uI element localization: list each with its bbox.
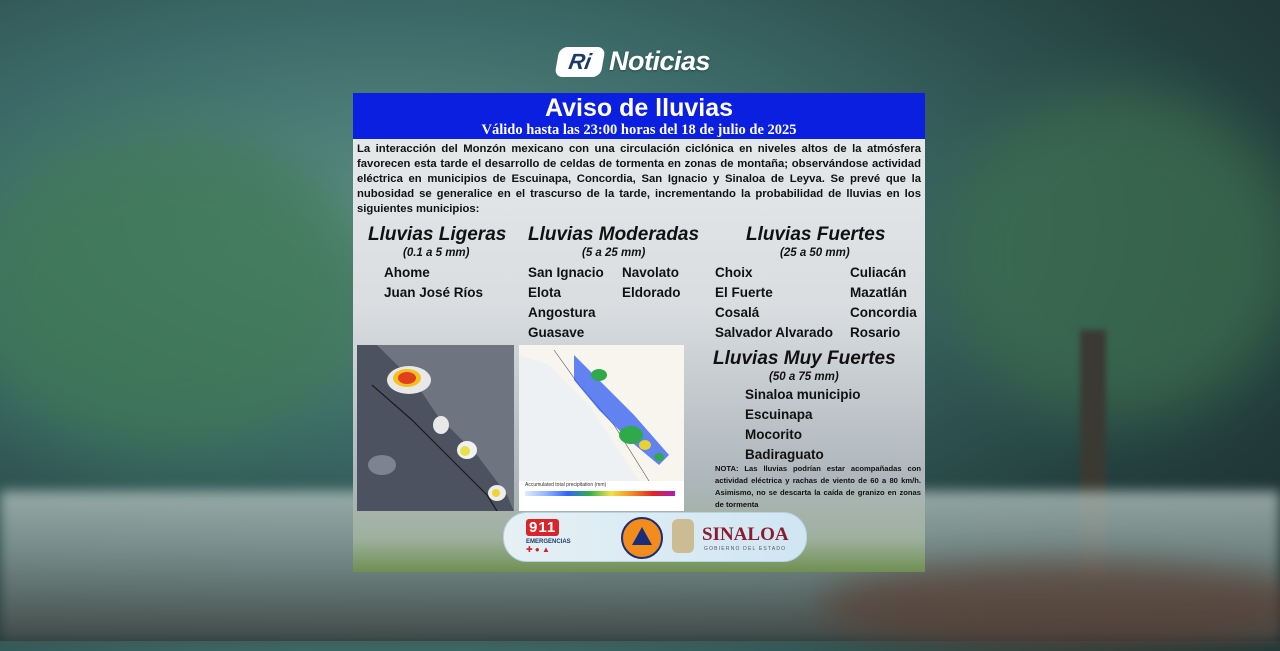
category-muy-fuertes-range: (50 a 75 mm) [769,371,839,383]
precipitation-legend-title: Accumulated total precipitation (mm) [525,482,607,488]
emergency-icons: ✚ ● ▲ [526,545,550,554]
municipio-item: Angostura [528,305,596,320]
category-moderadas-title: Lluvias Moderadas [528,224,700,245]
emergency-911-logo [526,519,574,555]
precipitation-legend [519,481,684,511]
civil-protection-icon [621,517,663,559]
civil-protection-triangle-icon [632,527,652,545]
municipio-item: Elota [528,285,562,300]
municipio-item: Sinaloa municipio [745,387,861,402]
municipio-item: Guasave [528,325,585,340]
alert-title: Aviso de lluvias [544,94,734,122]
municipio-item: Eldorado [622,285,681,300]
municipio-item: El Fuerte [715,285,773,300]
state-subtitle: GOBIERNO DEL ESTADO [704,546,787,552]
municipio-item: Escuinapa [745,407,813,422]
satellite-map [357,345,514,511]
municipio-item: Concordia [850,305,917,320]
agencies-banner [503,512,807,562]
background-foliage-right [940,90,1280,420]
alert-validity: Válido hasta las 23:00 horas del 18 de julio de 2025 [481,122,797,138]
municipio-item: Culiacán [850,265,907,280]
state-name: SINALOA [702,524,789,545]
alert-intro: La interacción del Monzón mexicano con una circulación ciclónica en niveles altos de la atmósfera favorecen esta tarde el desarrollo de celdas de tormenta en zonas de montaña; observándose actividad eléctrica en municipios de Escuinapa, Concordia, San Ignacio y Sinaloa de Leyva. Se prevé que la nubosidad se generalice en el trascurso de la tarde, incrementando la probabilidad de lluvias en los siguientes municipios: [357,143,921,215]
category-ligeras-range: (0.1 a 5 mm) [403,247,470,259]
emergency-number: 911 [526,519,559,536]
category-fuertes-title: Lluvias Fuertes [746,224,886,245]
background-foliage-left [0,130,380,450]
municipio-item: Ahome [384,265,430,280]
municipio-item: San Ignacio [528,265,604,280]
municipio-item: Rosario [850,325,901,340]
precipitation-color-scale [525,491,675,496]
category-muy-fuertes-title: Lluvias Muy Fuertes [713,348,896,369]
satellite-map-graphic [357,345,514,511]
alert-note: NOTA: Las lluvias podrían estar acompañadas con actividad eléctrica y rachas de viento de 60 a 80 km/h. Asimismo, no se descarta la caída de granizo en zonas de tormenta [715,464,921,509]
brand-mark: Ri [554,47,605,77]
precipitation-map [519,345,684,511]
brand-name: Noticias [609,46,711,76]
category-ligeras-title: Lluvias Ligeras [368,224,507,245]
municipio-item: Navolato [622,265,680,280]
category-fuertes-range: (25 a 50 mm) [780,247,850,259]
municipio-item: Juan José Ríos [384,285,484,300]
municipio-item: Cosalá [715,305,760,320]
rain-alert-card [353,93,925,572]
category-moderadas-range: (5 a 25 mm) [582,247,646,259]
card-header [353,93,925,139]
municipio-item: Badiraguato [745,447,824,462]
brand-logo [557,46,710,77]
municipio-item: Mocorito [745,427,802,442]
emergency-label: EMERGENCIAS [526,539,571,545]
state-seal-icon [672,519,694,553]
municipio-item: Salvador Alvarado [715,325,834,340]
municipio-item: Choix [715,265,753,280]
municipio-item: Mazatlán [850,285,908,300]
precipitation-map-graphic [519,345,684,481]
